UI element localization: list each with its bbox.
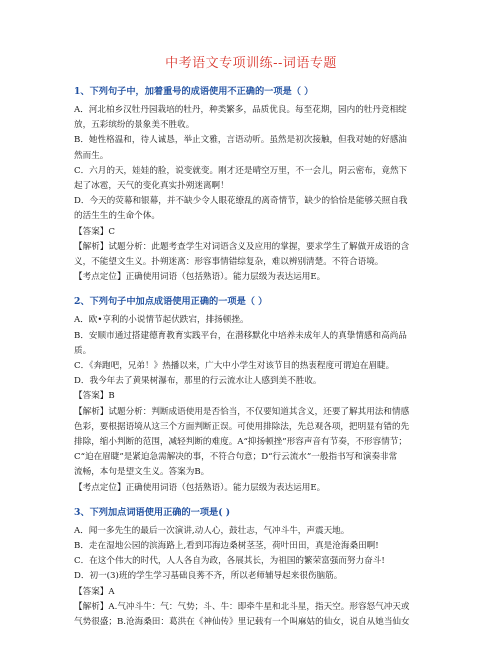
text-line: 的活生生的生命个体。 (74, 211, 160, 222)
text-line: D．初一(3)班的学生学习基础良莠不齐，所以老师辅导起来很伤脑筋。 (74, 571, 343, 582)
text-line: C．《奔跑吧，兄弟！》热播以来，广大中小学生对该节目的热衷程度可谓迫在眉睫。 (74, 361, 395, 372)
question-heading: 3、下列加点词语使用正确的一项是( ) (74, 506, 231, 518)
text-line: C．六月的天，娃娃的脸，说变就变。刚才还是晴空万里，不一会儿，阴云密布，竟然下 (74, 165, 408, 176)
analysis-line: 排除，缩小判断的范围，减轻判断的难度。A“抑扬顿挫”形容声音有节奏，不形容情节； (74, 437, 407, 448)
text-line: A．河北柏乡汉牡丹园栽培的牡丹，种类繁多，品质优良。每至花期，园内的牡丹竞相绽 (74, 105, 407, 115)
text-line: B．她性格温和，待人诚恳，举止文雅，言语动听。虽然是初次接触，但我对她的好感油 (74, 135, 407, 146)
page-title: 中考语文专项训练--词语专题 (165, 56, 337, 71)
text-line: 放，五彩缤纷的景象美不胜收。 (74, 120, 195, 131)
text-line: B．走在湿地公园的滨海路上,看到邛海边桑树茎茎，荷叶田田，真是沧海桑田啊! (74, 541, 379, 552)
analysis-line: 气势很盛；B.沧海桑田：葛洪在《神仙传》里记载有一个叫麻姑的仙女，说自从她当仙女 (74, 617, 410, 628)
question-2 (74, 293, 428, 495)
analysis-line: C“迫在眉睫”是紧迫急需解决的事，不符合句意；D“行云流水”一般指书写和演奏非常 (74, 452, 398, 463)
question-3 (74, 504, 428, 630)
answer-line: 【答案】C (74, 226, 115, 237)
text-line: 然而生。 (74, 150, 109, 161)
text-line: 质。 (74, 345, 92, 356)
topic-line: 【考点定位】正确使用词语（包括熟语）。能力层级为表达运用E。 (74, 272, 326, 283)
analysis-line: 【解析】试题分析：判断成语使用是否恰当，不仅要知道其含义，还要了解其用法和情感 (74, 406, 410, 417)
text-line: A．闻一多先生的最后一次演讲,动人心，鼓壮志，气冲斗牛，声震天地。 (74, 525, 350, 536)
text-line: A．欧•亨利的小说情节起伏跌宕，排扬顿挫。 (74, 315, 249, 326)
answer-line: 【答案】A (74, 586, 115, 597)
question-heading: 2、下列句子中加点成语使用正确的一项是（ ） (74, 296, 268, 308)
question-body (74, 103, 428, 285)
answer-line: 【答案】B (74, 391, 115, 402)
text-line: 起了冰雹，天气的变化真实扑朔迷离啊！ (74, 181, 229, 192)
analysis-line: 【解析】试题分析：此题考查学生对词语含义及应用的掌握，要求学生了解做开成语的含 (74, 241, 410, 252)
text-line: D．我今年去了黄果树瀑布，那里的行云流水让人感到美不胜收。 (74, 376, 322, 387)
topic-line: 【考点定位】正确使用词语（包括熟语）。能力层级为表达运用E。 (74, 482, 326, 493)
question-body (74, 313, 428, 495)
text-line: C．在这个伟大的时代，人人各自为政，各展其长，为祖国的繁荣富强而努力奋斗! (74, 556, 385, 567)
analysis-line: 义，不能望文生义。扑朔迷离：形容事情错综复杂，难以辨别清楚。不符合语境。 (74, 257, 384, 268)
analysis-line: 流畅，本句是望文生义。答案为B。 (74, 467, 210, 478)
question-body (74, 524, 428, 630)
question-1 (74, 83, 428, 285)
question-heading: 1、下列句子中，加着重号的成语使用不正确的一项是（ ） (74, 86, 314, 97)
text-line: D．今天的荧幕和银幕，并不缺少令人眼花缭乱的离奇情节，缺少的恰恰是能够关照自我 (74, 196, 408, 207)
analysis-line: 色彩，要根据语境从这三个方面判断正误。可使用排除法，先总观各项，把明显有错的先 (74, 421, 410, 432)
analysis-line: 【解析】A.气冲斗牛：气：气势；斗、牛：即牵牛星和北斗星，指天空。形容怒气冲天或 (74, 601, 410, 612)
text-line: B．安顺市通过搭建德育教育实践平台，在潜移默化中培养未成年人的真挚情感和高尚品 (74, 330, 407, 341)
